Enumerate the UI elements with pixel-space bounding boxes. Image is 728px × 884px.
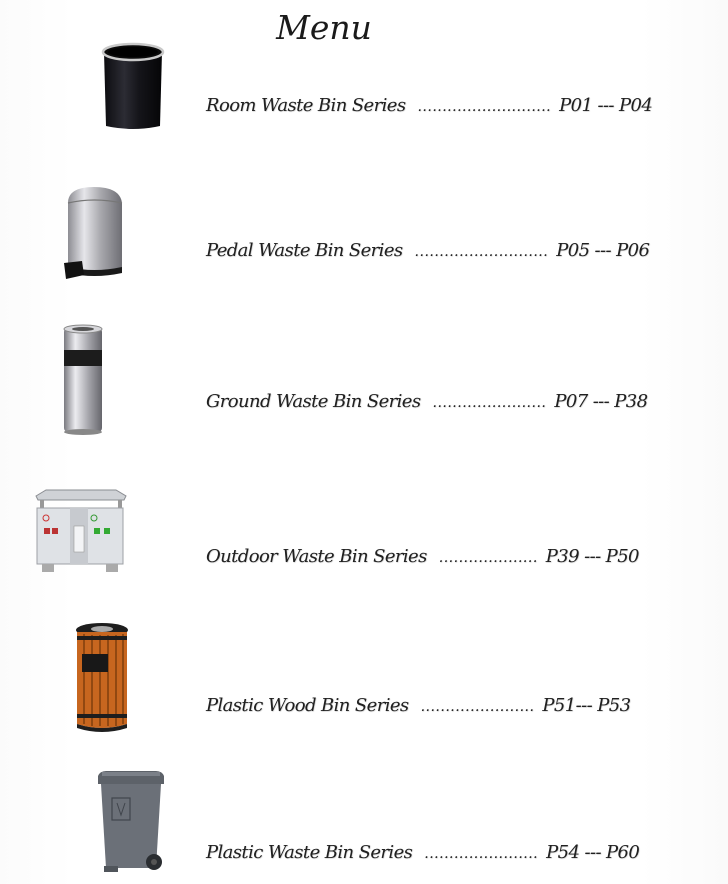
entry-page-range: P01 --- P04 (559, 95, 653, 116)
menu-entry-plastic[interactable] (206, 842, 639, 863)
entry-label: Room Waste Bin Series (206, 95, 406, 116)
entry-leader-dots: ........................... (414, 244, 549, 260)
plastic-bin-image (96, 770, 166, 876)
entry-page-range: P07 --- P38 (554, 391, 648, 412)
pedal-bin-image (62, 183, 128, 283)
menu-entry-pedal[interactable] (206, 240, 649, 261)
menu-entry-ground[interactable] (206, 391, 647, 412)
entry-leader-dots: .................... (438, 550, 538, 566)
entry-page-range: P51--- P53 (542, 695, 631, 716)
entry-leader-dots: ....................... (424, 846, 539, 862)
menu-entry-plastic-wood[interactable] (206, 695, 630, 716)
entry-label: Plastic Wood Bin Series (206, 695, 409, 716)
entry-label: Pedal Waste Bin Series (206, 240, 403, 261)
room-bin-image (98, 40, 168, 132)
entry-page-range: P39 --- P50 (545, 546, 639, 567)
entry-label: Ground Waste Bin Series (206, 391, 421, 412)
menu-entry-room[interactable] (206, 95, 652, 116)
menu-entry-outdoor[interactable] (206, 546, 639, 567)
wood-bin-image (74, 620, 130, 732)
entry-label: Plastic Waste Bin Series (206, 842, 413, 863)
entry-label: Outdoor Waste Bin Series (206, 546, 427, 567)
menu-title: Menu (276, 8, 372, 47)
entry-leader-dots: ....................... (420, 699, 535, 715)
entry-page-range: P54 --- P60 (546, 842, 640, 863)
ground-bin-image (60, 322, 106, 436)
entry-leader-dots: ....................... (432, 395, 547, 411)
entry-leader-dots: ........................... (417, 99, 552, 115)
entry-page-range: P05 --- P06 (556, 240, 650, 261)
outdoor-bin-image (34, 488, 128, 576)
